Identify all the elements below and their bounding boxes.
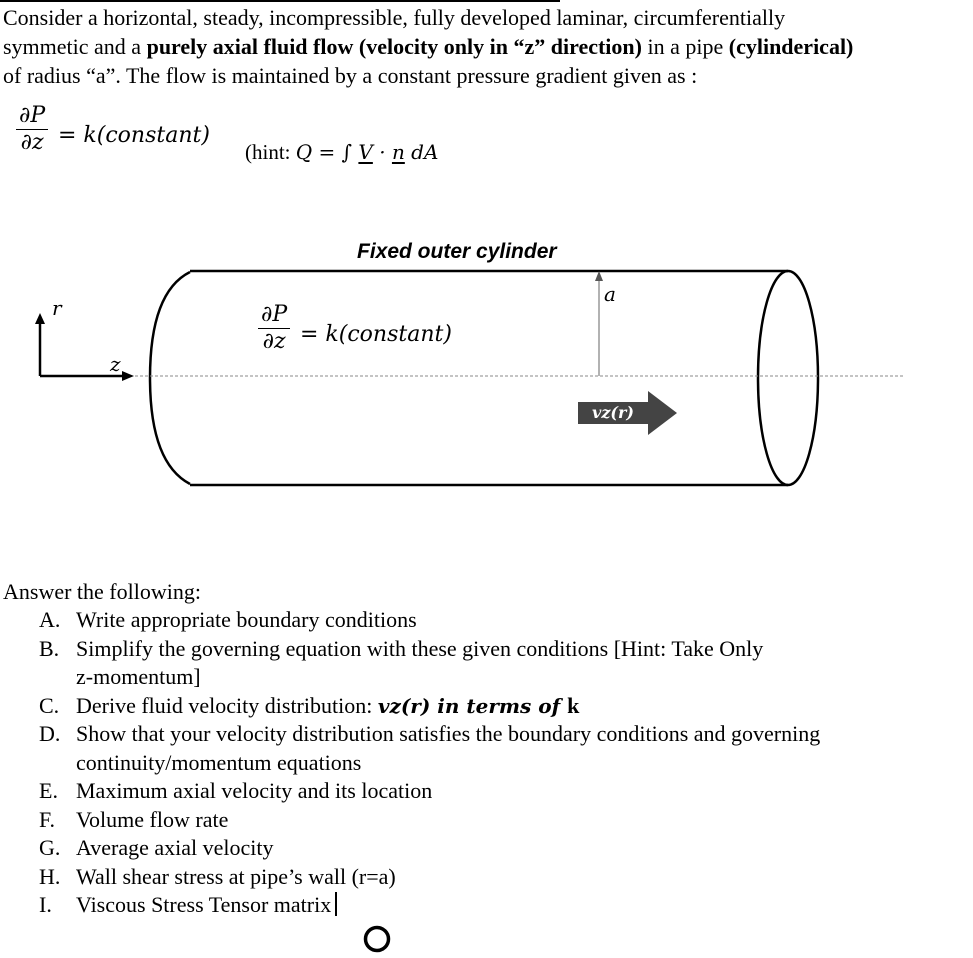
answer-heading: Answer the following:	[3, 579, 201, 604]
z-axis-label: z	[110, 352, 121, 376]
pipe-right-end	[758, 271, 818, 485]
z-axis-arrowhead	[122, 371, 134, 381]
r-axis-arrowhead	[35, 313, 45, 324]
flow-rate-hint: (hint: Q = ∫ V · n dA	[245, 140, 439, 164]
list-item: C. Derive fluid velocity distribution: vz(r) in terms of k	[39, 692, 580, 718]
problem-statement: Consider a horizontal, steady, incompressible, fully developed laminar, circumferentially symmetic and a purely axial fluid flow (velocity only in “z” direction) in a pipe (cylinderical) of radius “a”. The flow is maintained by a constant pressure gradient given as :	[3, 5, 854, 88]
list-item: G. Average axial velocity	[39, 835, 274, 860]
list-item: E. Maximum axial velocity and its location	[39, 778, 433, 803]
pipe-left-edge	[150, 272, 190, 484]
list-item: B. Simplify the governing equation with these given conditions [Hint: Take Only z-momentum]	[39, 635, 764, 689]
list-item: I. Viscous Stress Tensor matrix	[0, 891, 973, 920]
pressure-gradient-rhs: = k(constant)	[58, 123, 210, 148]
question-list	[0, 606, 973, 920]
velocity-label: vz(r)	[592, 403, 634, 422]
list-item: F. Volume flow rate	[39, 806, 229, 832]
figure-title: Fixed outer cylinder	[357, 240, 557, 263]
radius-arrowhead	[595, 271, 603, 281]
radius-label: a	[604, 282, 616, 306]
figure-gradient-fraction: $\frac{\partial P}{\partial z}$	[258, 302, 290, 355]
text-cursor	[335, 892, 337, 916]
list-item: D. Show that your velocity distribution satisfies the boundary conditions and governing continuity/momentum equations	[39, 721, 821, 775]
figure-gradient-rhs: = k(constant)	[300, 322, 452, 347]
list-item: H. Wall shear stress at pipe’s wall (r=a)	[39, 863, 396, 889]
r-axis-label: r	[52, 296, 62, 320]
pressure-gradient-fraction: $\frac{\partial P}{\partial z}$	[16, 103, 48, 156]
list-item: A. Write appropriate boundary conditions	[39, 607, 417, 632]
